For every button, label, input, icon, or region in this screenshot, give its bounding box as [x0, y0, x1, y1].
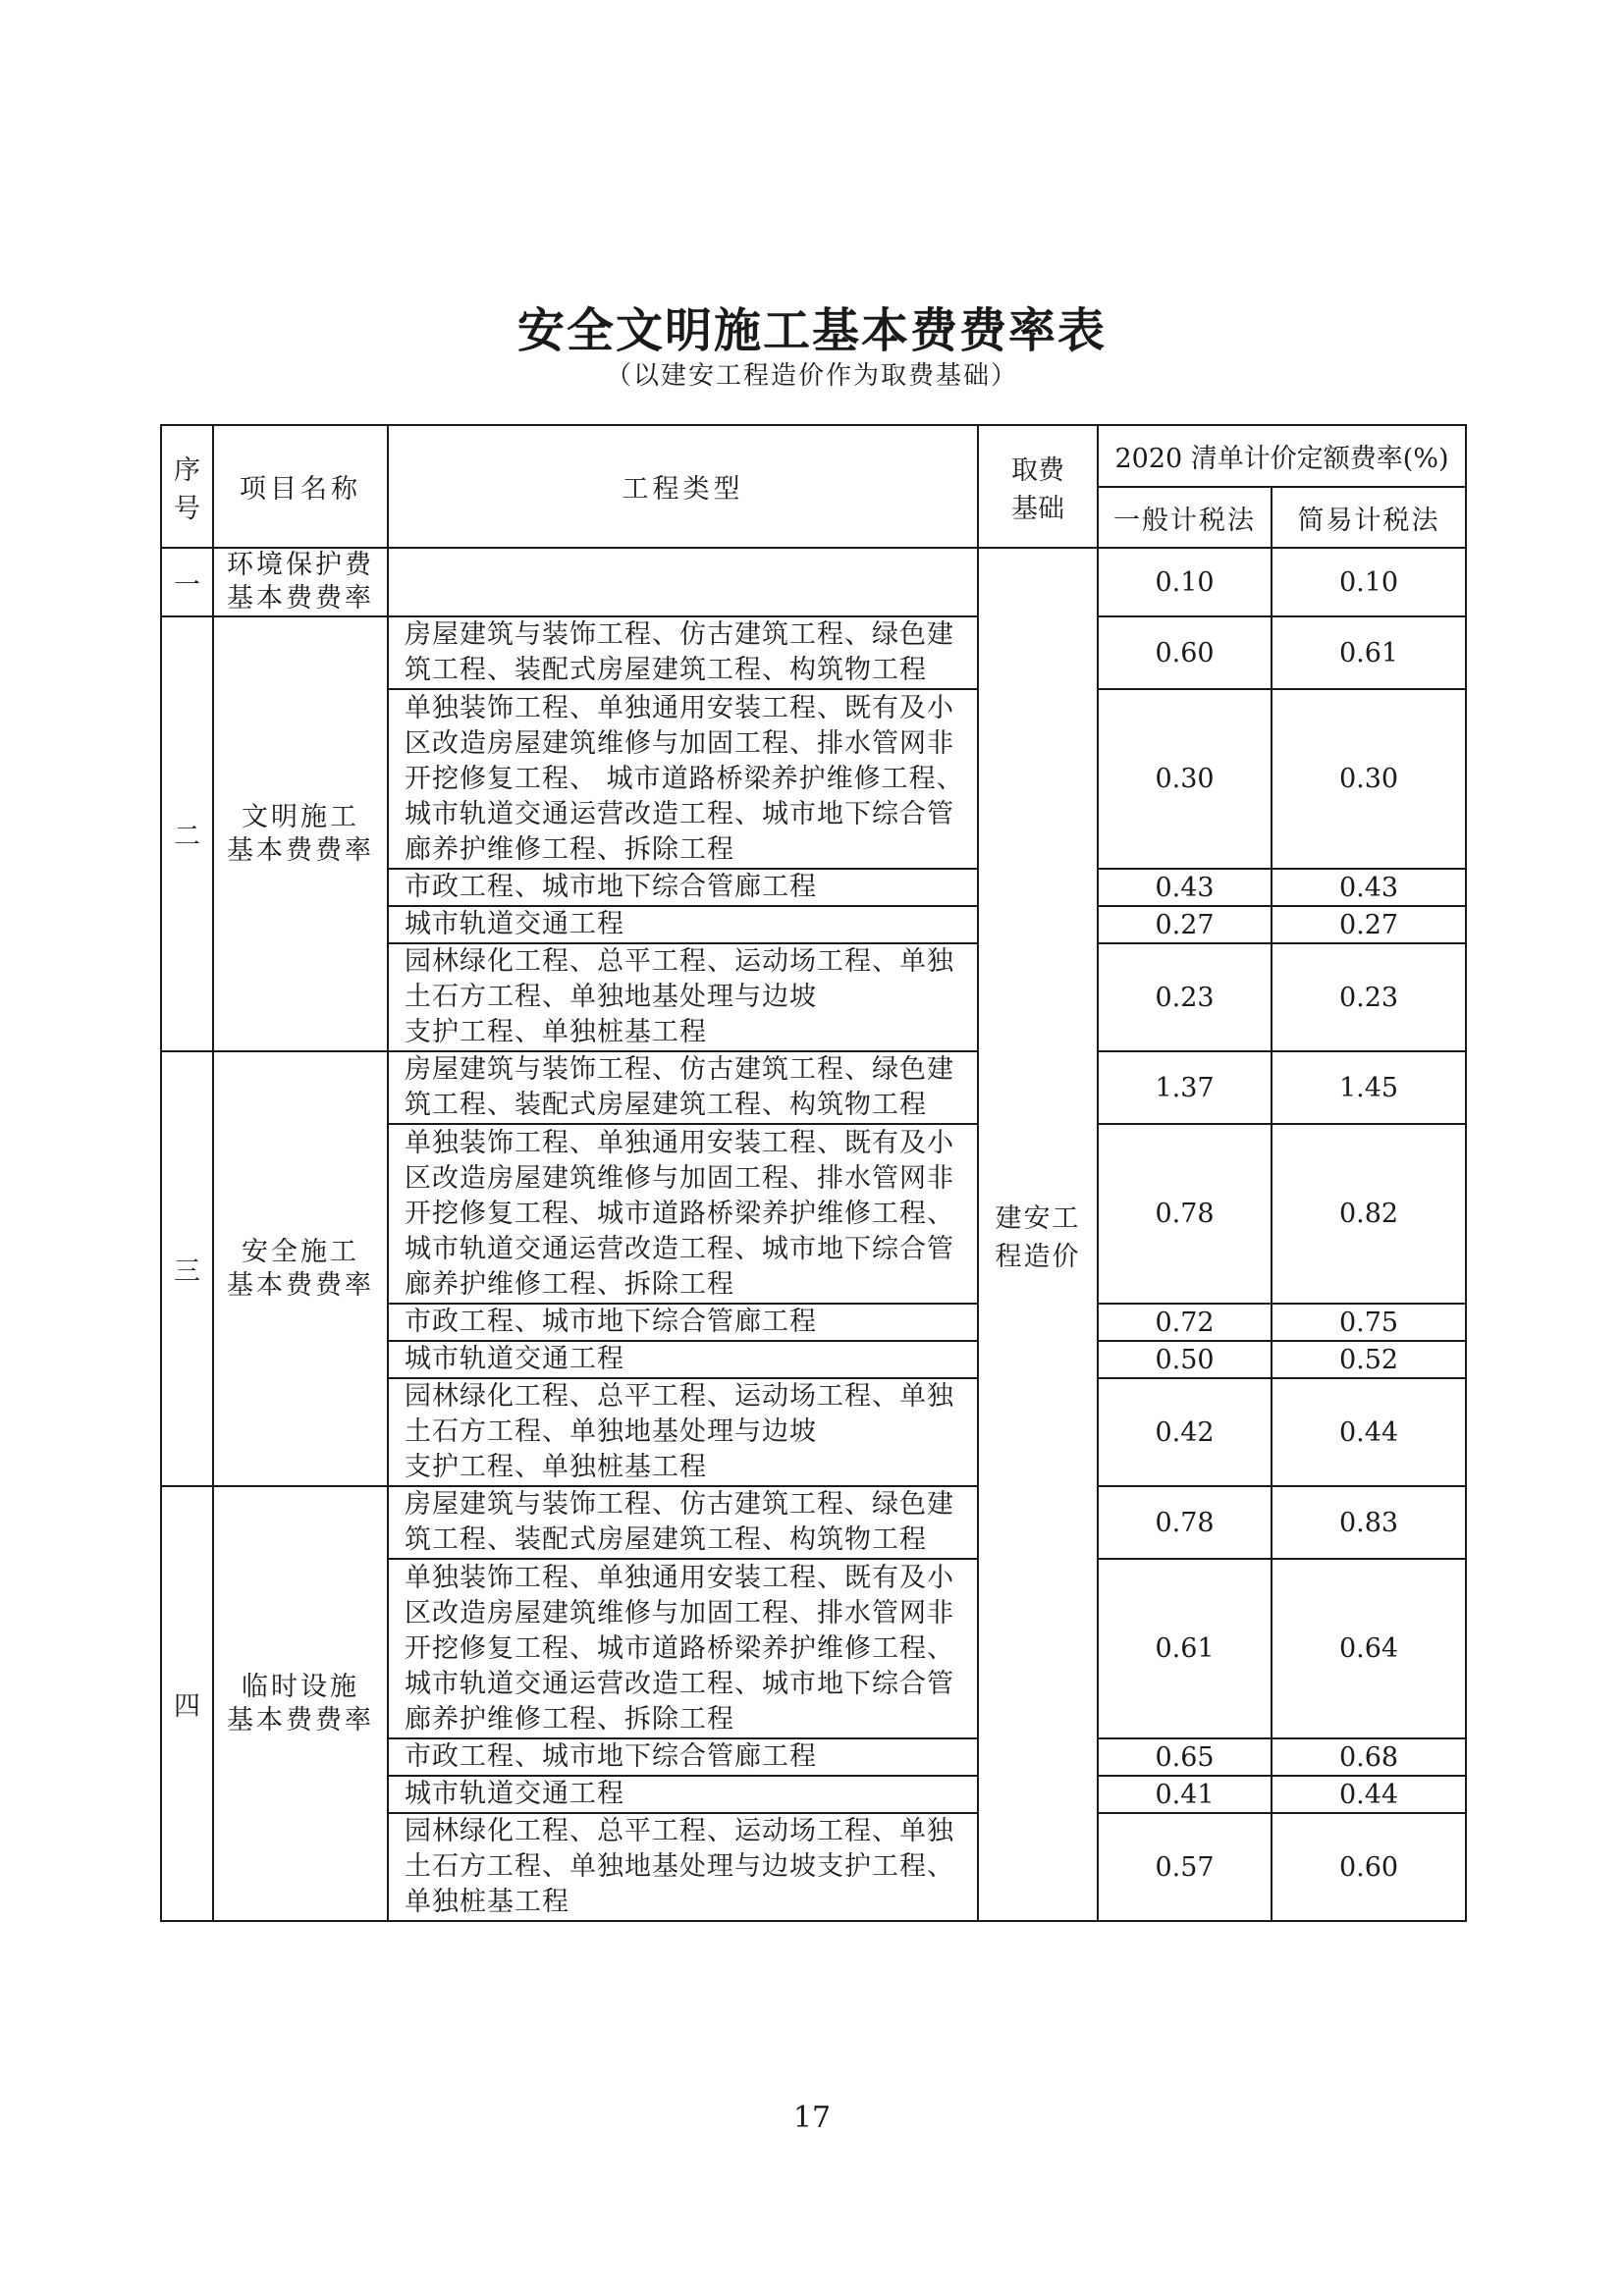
page-title: 安全文明施工基本费费率表	[516, 303, 1107, 358]
project-type-cell	[388, 689, 978, 869]
rate-general: 0.72	[1098, 1304, 1272, 1341]
rate-general: 0.30	[1098, 689, 1272, 869]
project-type-line: 土石方工程、单独地基处理与边坡支护工程、	[405, 1851, 954, 1882]
rate-simple: 0.44	[1272, 1378, 1466, 1486]
project-type-line: 廊养护维修工程、拆除工程	[405, 833, 734, 865]
rate-general: 0.61	[1098, 1559, 1272, 1738]
project-type-cell	[388, 1559, 978, 1738]
fee-base-line2: 程造价	[995, 1241, 1081, 1272]
project-type-line: 市政工程、城市地下综合管廊工程	[405, 1741, 817, 1772]
project-type-line: 城市轨道交通工程	[405, 1779, 624, 1809]
table-row	[161, 1051, 1466, 1124]
header-rate-group: 2020 清单计价定额费率(%)	[1098, 425, 1466, 487]
project-type-line: 房屋建筑与装饰工程、仿古建筑工程、绿色建	[405, 619, 954, 650]
project-type-cell	[388, 1124, 978, 1304]
page-number: 17	[792, 2101, 832, 2135]
project-type-line: 园林绿化工程、总平工程、运动场工程、单独	[405, 1816, 954, 1846]
project-type-line: 筑工程、装配式房屋建筑工程、构筑物工程	[405, 1524, 927, 1555]
header-simple: 简易计税法	[1272, 487, 1466, 548]
project-type-line: 城市轨道交通工程	[405, 1344, 624, 1374]
project-type-line: 园林绿化工程、总平工程、运动场工程、单独	[405, 1381, 954, 1412]
project-type-line: 单独桩基工程	[405, 1887, 569, 1917]
project-type-line: 市政工程、城市地下综合管廊工程	[405, 1307, 817, 1337]
section-name-line1: 安全施工	[242, 1236, 359, 1267]
project-type-line: 区改造房屋建筑维修与加固工程、排水管网非	[405, 1162, 954, 1194]
section-seq: 三	[161, 1051, 213, 1486]
rate-simple: 0.30	[1272, 689, 1466, 869]
rate-table	[160, 424, 1467, 1922]
rate-general: 0.78	[1098, 1486, 1272, 1559]
project-type-line: 市政工程、城市地下综合管廊工程	[405, 872, 817, 902]
table-row	[161, 616, 1466, 689]
project-type-line: 城市轨道交通运营改造工程、城市地下综合管	[405, 1233, 954, 1264]
table-row	[161, 1486, 1466, 1559]
project-type-line: 开挖修复工程、 城市道路桥梁养护维修工程、	[405, 763, 964, 794]
rate-general: 1.37	[1098, 1051, 1272, 1124]
project-type-cell	[388, 943, 978, 1051]
project-type-cell	[388, 1776, 978, 1813]
project-type-line: 土石方工程、单独地基处理与边坡	[405, 982, 817, 1012]
project-type-line: 开挖修复工程、城市道路桥梁养护维修工程、	[405, 1632, 954, 1664]
project-type-line: 城市轨道交通工程	[405, 909, 624, 939]
rate-general: 0.78	[1098, 1124, 1272, 1304]
project-type-line: 房屋建筑与装饰工程、仿古建筑工程、绿色建	[405, 1054, 954, 1085]
rate-general: 0.27	[1098, 906, 1272, 943]
rate-simple: 0.61	[1272, 616, 1466, 689]
section-seq: 二	[161, 616, 213, 1051]
project-type-line: 支护工程、单独桩基工程	[405, 1452, 707, 1482]
rate-general: 0.60	[1098, 616, 1272, 689]
rate-simple: 0.43	[1272, 869, 1466, 906]
fee-base-line1: 建安工	[995, 1202, 1081, 1234]
section-name	[213, 1051, 388, 1486]
project-type-line: 园林绿化工程、总平工程、运动场工程、单独	[405, 946, 954, 977]
project-type-cell	[388, 1051, 978, 1124]
project-type-line: 筑工程、装配式房屋建筑工程、构筑物工程	[405, 1090, 927, 1120]
section-name	[213, 616, 388, 1051]
rate-general: 0.41	[1098, 1776, 1272, 1813]
section-name	[213, 1486, 388, 1921]
project-type-cell	[388, 1378, 978, 1486]
section-name-line1: 临时设施	[242, 1671, 359, 1702]
project-type-line: 单独装饰工程、单独通用安装工程、既有及小	[405, 1127, 954, 1158]
project-type-line: 城市轨道交通运营改造工程、城市地下综合管	[405, 1668, 954, 1699]
header-base-line1: 取费	[1011, 454, 1064, 486]
fee-base-cell	[978, 548, 1098, 1921]
project-type-cell	[388, 1304, 978, 1341]
rate-general: 0.42	[1098, 1378, 1272, 1486]
rate-simple: 0.52	[1272, 1341, 1466, 1378]
project-type-line: 廊养护维修工程、拆除工程	[405, 1703, 734, 1735]
project-type-line: 土石方工程、单独地基处理与边坡	[405, 1416, 817, 1447]
project-type-line: 房屋建筑与装饰工程、仿古建筑工程、绿色建	[405, 1489, 954, 1520]
project-type-line: 单独装饰工程、单独通用安装工程、既有及小	[405, 692, 954, 723]
header-general: 一般计税法	[1098, 487, 1272, 548]
rate-simple: 0.27	[1272, 906, 1466, 943]
rate-simple: 0.10	[1272, 548, 1466, 616]
project-type-line: 开挖修复工程、城市道路桥梁养护维修工程、	[405, 1198, 954, 1229]
rate-simple: 0.23	[1272, 943, 1466, 1051]
header-seq-line2: 号	[174, 493, 200, 524]
rate-simple: 0.83	[1272, 1486, 1466, 1559]
rate-general: 0.10	[1098, 548, 1272, 616]
table-row	[161, 548, 1466, 616]
project-type-cell	[388, 1738, 978, 1776]
rate-simple: 0.75	[1272, 1304, 1466, 1341]
header-type: 工程类型	[388, 425, 978, 548]
rate-general: 0.23	[1098, 943, 1272, 1051]
section-name-line1: 文明施工	[242, 801, 359, 832]
project-type-cell	[388, 869, 978, 906]
rate-table-body	[161, 548, 1466, 1921]
rate-general: 0.43	[1098, 869, 1272, 906]
section-seq: 一	[161, 548, 213, 616]
section-name-line2: 基本费费率	[227, 1269, 374, 1301]
project-type-line: 单独装饰工程、单独通用安装工程、既有及小	[405, 1562, 954, 1593]
rate-simple: 0.68	[1272, 1738, 1466, 1776]
rate-simple: 0.44	[1272, 1776, 1466, 1813]
rate-simple: 0.60	[1272, 1813, 1466, 1921]
rate-general: 0.50	[1098, 1341, 1272, 1378]
rate-simple: 0.82	[1272, 1124, 1466, 1304]
rate-simple: 0.64	[1272, 1559, 1466, 1738]
rate-general: 0.65	[1098, 1738, 1272, 1776]
project-type-line: 筑工程、装配式房屋建筑工程、构筑物工程	[405, 655, 927, 685]
header-name: 项目名称	[213, 425, 388, 548]
project-type-line: 廊养护维修工程、拆除工程	[405, 1268, 734, 1300]
rate-general: 0.57	[1098, 1813, 1272, 1921]
header-base-line2: 基础	[1011, 493, 1064, 524]
project-type-cell	[388, 1341, 978, 1378]
section-name-line1: 环境保护费	[227, 550, 374, 580]
section-name-line2: 基本费费率	[227, 583, 374, 614]
project-type-cell	[388, 906, 978, 943]
project-type-line: 城市轨道交通运营改造工程、城市地下综合管	[405, 798, 954, 829]
section-name-line2: 基本费费率	[227, 834, 374, 866]
section-name	[213, 548, 388, 616]
header-seq	[161, 425, 213, 548]
project-type-cell	[388, 1813, 978, 1921]
project-type-line: 支护工程、单独桩基工程	[405, 1017, 707, 1047]
section-name-line2: 基本费费率	[227, 1704, 374, 1735]
page-subtitle: （以建安工程造价作为取费基础）	[605, 361, 1018, 391]
project-type-line: 区改造房屋建筑维修与加固工程、排水管网非	[405, 727, 954, 759]
project-type-cell	[388, 1486, 978, 1559]
project-type-cell	[388, 616, 978, 689]
rate-simple: 1.45	[1272, 1051, 1466, 1124]
header-base	[978, 425, 1098, 548]
project-type-line: 区改造房屋建筑维修与加固工程、排水管网非	[405, 1597, 954, 1629]
section-seq: 四	[161, 1486, 213, 1921]
project-type-cell	[388, 548, 978, 616]
header-seq-line1: 序	[174, 454, 200, 486]
